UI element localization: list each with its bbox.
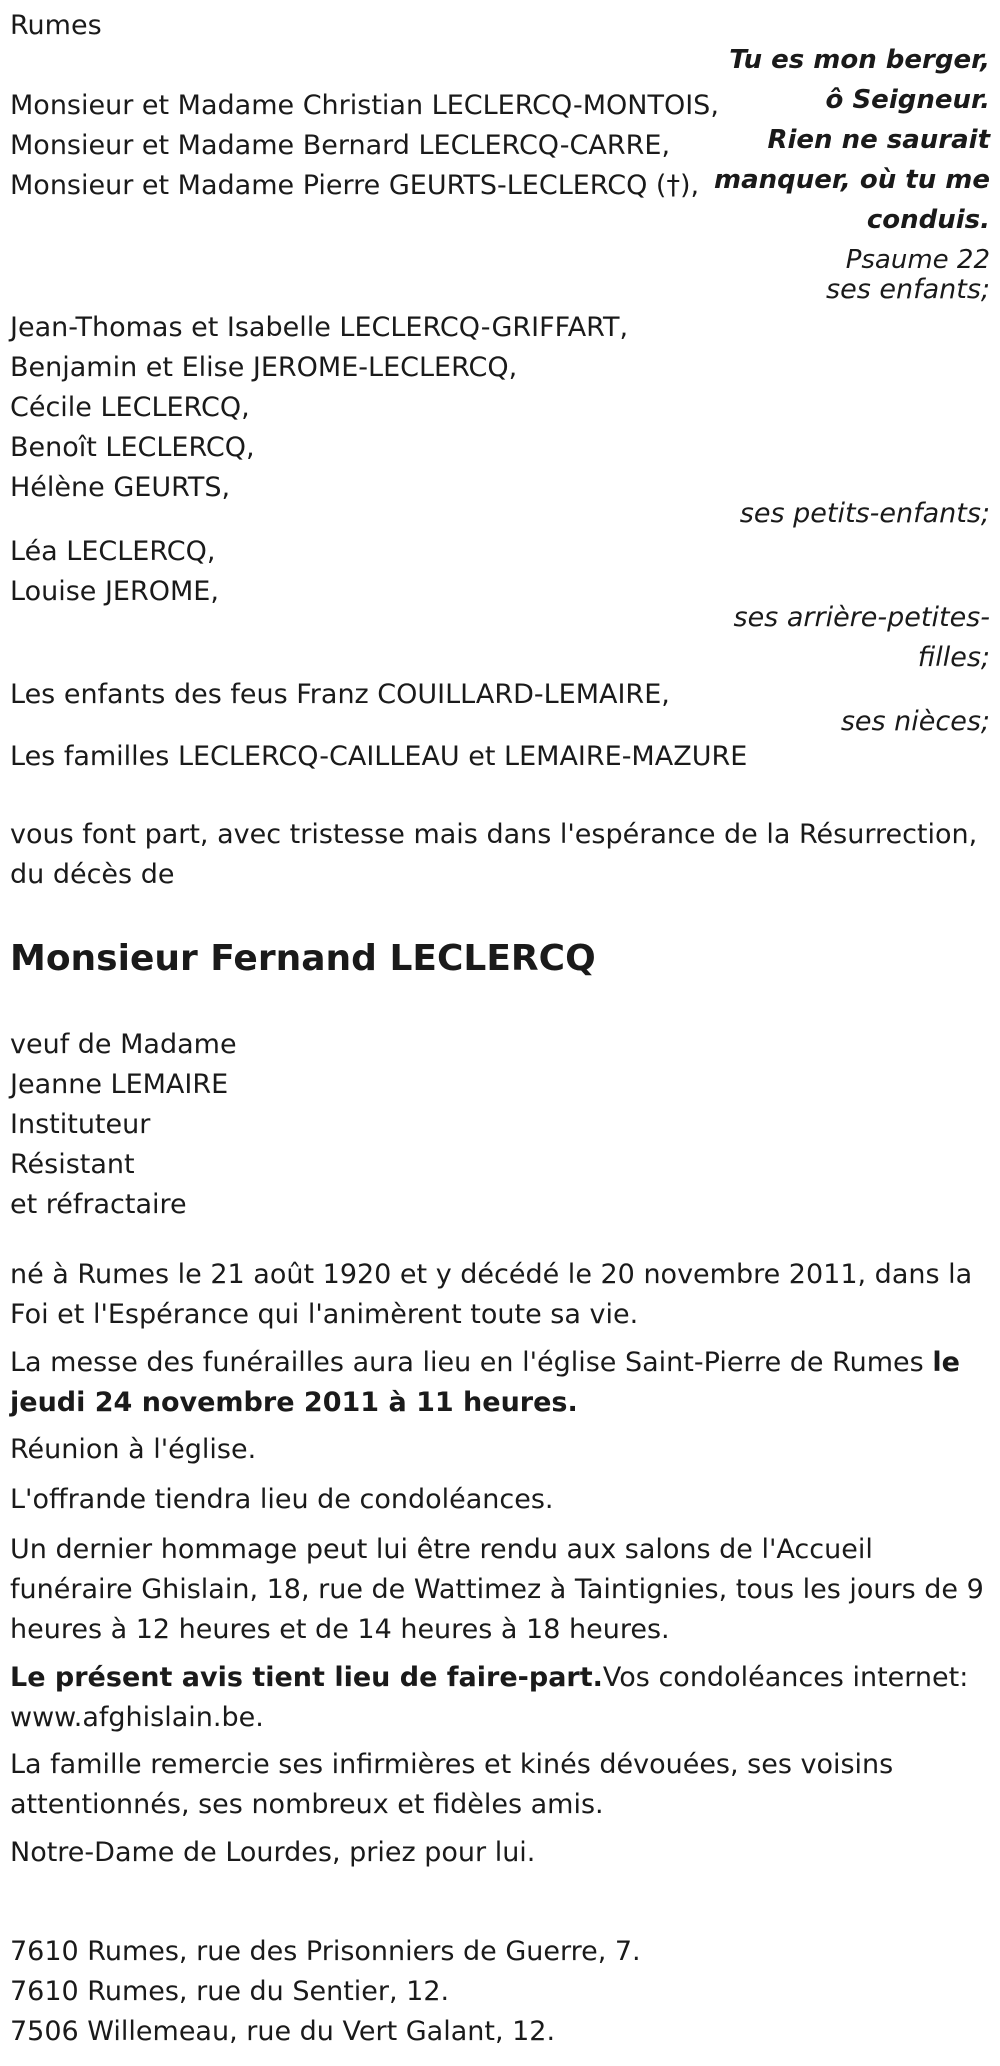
family-member: Benoît LECLERCQ, <box>10 432 255 463</box>
grandchildren-list <box>10 308 628 508</box>
family-member: Monsieur et Madame Bernard LECLERCQ-CARRE, <box>10 130 671 161</box>
psalm-quote <box>714 40 990 280</box>
quote-line: ô Seigneur. <box>825 85 990 115</box>
family-member: Benjamin et Elise JEROME-LECLERCQ, <box>10 352 518 383</box>
meeting-paragraph: Réunion à l'église. <box>10 1434 257 1465</box>
quote-line: Tu es mon berger, <box>729 45 990 75</box>
notice-text: Vos condoléances internet: www.afghislain.be. <box>10 1662 969 1733</box>
announcement-line: du décès de <box>10 859 175 890</box>
relation-great-grandchildren <box>734 598 991 678</box>
deceased-details <box>10 1025 237 1225</box>
address-line: 7506 Willemeau, rue du Vert Galant, 12. <box>10 2016 556 2047</box>
detail-line: et réfractaire <box>10 1189 187 1220</box>
homage-paragraph: Un dernier hommage peut lui être rendu aux salons de l'Accueil funéraire Ghislain, 18, rue de Wattimez à Taintignies, tous les jours de 9 heures à 12 heures et de 14 heures à 18 heures. <box>10 1534 984 1645</box>
quote-line: Rien ne saurait <box>767 125 990 155</box>
family-member: Les enfants des feus Franz COUILLARD-LEMAIRE, <box>10 679 670 710</box>
address-line: 7610 Rumes, rue des Prisonniers de Guerre, 7. <box>10 1936 641 1967</box>
family-member: Monsieur et Madame Christian LECLERCQ-MONTOIS, <box>10 90 719 121</box>
funeral-paragraph <box>10 1343 985 1423</box>
families-entry <box>10 737 747 777</box>
announcement <box>10 815 977 895</box>
relation-grandchildren: ses petits-enfants; <box>739 498 990 529</box>
detail-line: Résistant <box>10 1149 135 1180</box>
family-member: Léa LECLERCQ, <box>10 536 216 567</box>
thanks-paragraph: La famille remercie ses infirmières et kinés dévouées, ses voisins attentionnés, ses nombreux et fidèles amis. <box>10 1749 894 1820</box>
family-member: Monsieur et Madame Pierre GEURTS-LECLERCQ (†), <box>10 170 700 201</box>
children-list <box>10 86 719 206</box>
relation-line: ses arrière-petites- <box>733 602 990 633</box>
notice-bold: Le présent avis tient lieu de faire-part. <box>10 1662 603 1693</box>
family-member: Jean-Thomas et Isabelle LECLERCQ-GRIFFART, <box>10 312 629 343</box>
relation-line: filles; <box>917 642 990 673</box>
relation-nieces: ses nièces; <box>840 706 990 737</box>
deceased-name: Monsieur Fernand LECLERCQ <box>10 938 596 979</box>
relation-children: ses enfants; <box>826 274 990 305</box>
great-grandchildren-list <box>10 532 219 612</box>
quote-source: Psaume 22 <box>845 245 990 275</box>
quote-line: conduis. <box>866 205 990 235</box>
prayer-paragraph: Notre-Dame de Lourdes, priez pour lui. <box>10 1837 536 1868</box>
detail-line: Instituteur <box>10 1109 151 1140</box>
family-member: Cécile LECLERCQ, <box>10 392 250 423</box>
notice-paragraph <box>10 1658 985 1738</box>
family-member: Les familles LECLERCQ-CAILLEAU et LEMAIRE-MAZURE <box>10 741 748 772</box>
family-member: Louise JEROME, <box>10 576 219 607</box>
nieces-entry <box>10 675 670 715</box>
addresses <box>10 1932 641 2052</box>
funeral-date: le jeudi 24 novembre 2011 à 11 heures. <box>10 1347 960 1418</box>
detail-line: Jeanne LEMAIRE <box>10 1069 229 1100</box>
address-line: 7610 Rumes, rue du Sentier, 12. <box>10 1976 450 2007</box>
detail-line: veuf de Madame <box>10 1029 237 1060</box>
funeral-text: La messe des funérailles aura lieu en l'église Saint-Pierre de Rumes <box>10 1347 933 1378</box>
quote-line: manquer, où tu me <box>714 165 990 195</box>
birth-death-paragraph: né à Rumes le 21 août 1920 et y décédé le 20 novembre 2011, dans la Foi et l'Espérance qui l'animèrent toute sa vie. <box>10 1259 973 1330</box>
family-member: Hélène GEURTS, <box>10 472 231 503</box>
offering-paragraph: L'offrande tiendra lieu de condoléances. <box>10 1484 554 1515</box>
village-heading <box>10 6 102 46</box>
announcement-line: vous font part, avec tristesse mais dans l'espérance de la Résurrection, <box>10 819 978 850</box>
village-text: Rumes <box>10 10 102 41</box>
